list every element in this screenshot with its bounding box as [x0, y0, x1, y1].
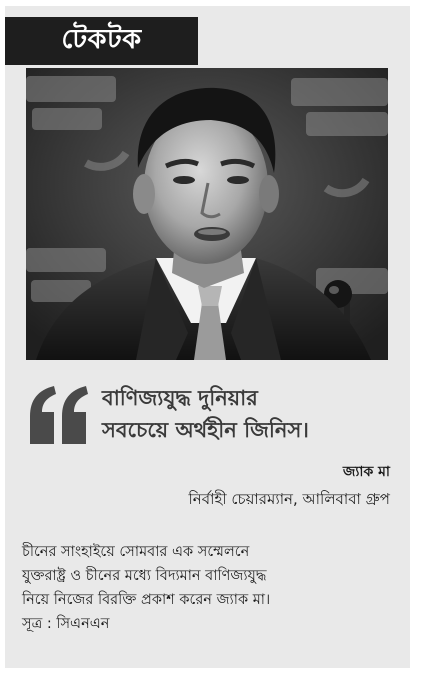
source-line: সূত্র : সিএনএন — [22, 616, 110, 632]
quote-open-icon — [26, 386, 90, 444]
section-tag — [5, 17, 198, 65]
author-name: জ্যাক মা — [342, 464, 390, 480]
pull-quote — [26, 382, 406, 452]
article-body — [22, 540, 402, 636]
body-line: নিয়ে নিজের বিরক্তি প্রকাশ করেন জ্যাক মা। — [22, 592, 271, 608]
quote-line: বাণিজ্যযুদ্ধ দুনিয়ার — [102, 385, 258, 410]
section-tag-label: টেকটক — [61, 23, 142, 55]
author-role: নির্বাহী চেয়ারম্যান, আলিবাবা গ্রুপ — [188, 490, 390, 508]
portrait-photo — [26, 68, 388, 360]
portrait-image — [26, 68, 388, 360]
quote-text — [102, 382, 402, 446]
quote-line: সবচেয়ে অর্থহীন জিনিস। — [102, 417, 309, 442]
body-line: যুক্তরাষ্ট্র ও চীনের মধ্যে বিদ্যমান বাণিজ্যযুদ্ধ — [22, 568, 267, 584]
body-line: চীনের সাংহাইয়ে সোমবার এক সম্মেলনে — [22, 544, 250, 560]
